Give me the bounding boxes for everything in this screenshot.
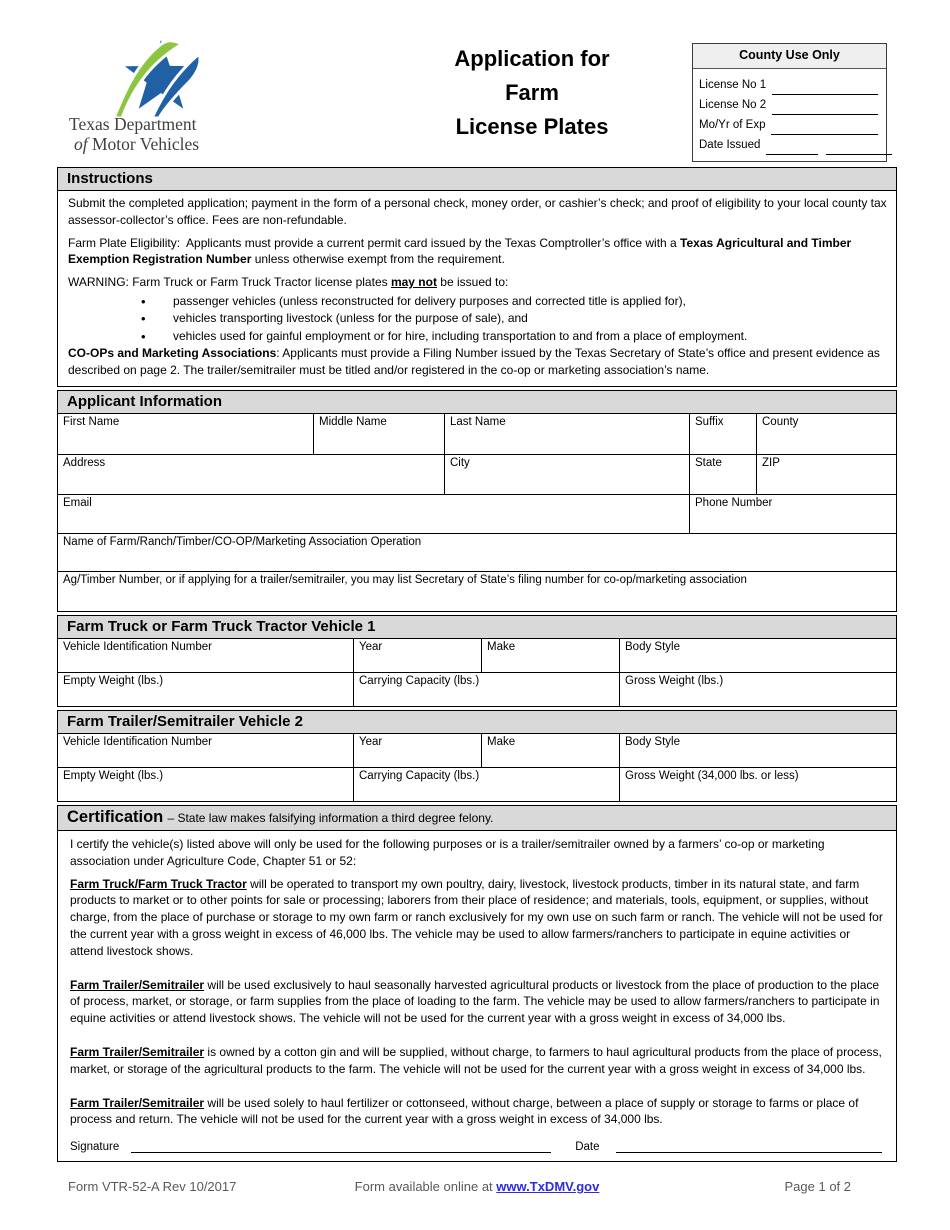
instructions-header: Instructions: [58, 168, 896, 191]
certification-intro-text: I certify the vehicle(s) listed above will only be used for the following purposes or is a trailer/semitrailer owned by a farmers’ co-op or marketing association under Agriculture Code, Chapter 51 or 52:: [70, 837, 828, 868]
footer-online-text: Form available online at: [354, 1179, 497, 1194]
applicant-row-5: [58, 571, 896, 611]
certification-trailer1-text: Farm Trailer/Semitrailer will be used exclusively to haul seasonally harvested agricultural products or livestock from the place of production to the place of process, market, or storage, or farm supplies from the place of loading to the farm. The vehicle may be used to allow farmers/ranchers to participate in equine activities or attend livestock shows. The vehicle will not be used for the current year with a gross weight in excess of 34,000 lbs.: [70, 977, 883, 1026]
suffix-label: Suffix: [695, 416, 724, 429]
farm-name-field[interactable]: [58, 534, 896, 571]
applicant-row-2: [58, 454, 896, 494]
phone-number-label: Phone Number: [695, 497, 773, 510]
date-issued-line-1[interactable]: [766, 140, 818, 155]
first-name-label: First Name: [63, 416, 120, 429]
county-use-only-box: [692, 43, 887, 162]
logo-line1: Texas Department: [69, 114, 197, 134]
vehicle1-gross-weight-field[interactable]: [619, 673, 896, 706]
vehicle1-year-field[interactable]: [353, 639, 481, 672]
vehicle1-vin-label: Vehicle Identification Number: [63, 641, 212, 654]
license-no-1-label: License No 1: [699, 79, 767, 91]
applicant-row-3: [58, 494, 896, 533]
applicant-row-1: [58, 414, 896, 454]
vehicle1-carrying-capacity-label: Carrying Capacity (lbs.): [359, 675, 480, 688]
signature-line[interactable]: [131, 1138, 551, 1153]
county-field[interactable]: [756, 414, 896, 454]
certification-farm-truck-text: Farm Truck/Farm Truck Tractor will be operated to transport my own poultry, dairy, livestock, livestock products, timber in its natural state, and farm products to market or to other points for sale or processing; laborers from their place of residence; and materials, tools, equipment, or supplies, without charge, from the place of purchase or storage to my own farm or ranch exclusively for my own use on such farm or ranch. The vehicle will not be used for the current year with a gross weight in excess of 46,000 lbs. The vehicle may be used to allow farmers/ranchers to participate in equine activities or attend livestock shows.: [70, 876, 887, 958]
certification-header: [58, 806, 896, 831]
vehicle1-gross-weight-label: Gross Weight (lbs.): [625, 675, 724, 688]
warning-bullet-item: • vehicles transporting livestock (unless for the purpose of sale), and: [141, 310, 888, 328]
vehicle2-empty-weight-label: Empty Weight (lbs.): [63, 770, 164, 783]
certification-body: [58, 831, 896, 1132]
vehicle1-carrying-capacity-field[interactable]: [353, 673, 619, 706]
county-label: County: [762, 416, 799, 429]
vehicle1-section: [57, 615, 897, 707]
certification-title: Certification: [67, 808, 164, 827]
warning-bullet-list: [68, 293, 888, 346]
footer-center: [355, 1179, 600, 1194]
email-label: Email: [63, 497, 92, 510]
middle-name-label: Middle Name: [319, 416, 387, 429]
vehicle1-body-style-label: Body Style: [625, 641, 680, 654]
farm-name-label: Name of Farm/Ranch/Timber/CO-OP/Marketing Association Operation: [63, 536, 422, 549]
vehicle2-row-1: [58, 734, 896, 767]
mo-yr-exp-row: [699, 115, 878, 135]
date-issued-row: [699, 135, 878, 155]
zip-field[interactable]: [756, 455, 896, 494]
applicant-header: Applicant Information: [58, 391, 896, 414]
ag-timber-number-field[interactable]: [58, 572, 896, 611]
vehicle2-gross-weight-label: Gross Weight (34,000 lbs. or less): [625, 770, 799, 783]
vehicle2-body-style-field[interactable]: [619, 734, 896, 767]
license-no-2-line[interactable]: [772, 100, 878, 115]
vehicle2-carrying-capacity-field[interactable]: [353, 768, 619, 801]
vehicle1-make-label: Make: [487, 641, 516, 654]
page-title: [312, 42, 752, 144]
vehicle2-year-field[interactable]: [353, 734, 481, 767]
vehicle2-row-2: [58, 767, 896, 801]
date-issued-label: Date Issued: [699, 139, 761, 151]
vehicle2-body-style-label: Body Style: [625, 736, 680, 749]
certification-trailer2-text: Farm Trailer/Semitrailer is owned by a cotton gin and will be supplied, without charge, to farmers to haul agricultural products from the place of process, market, or storage of the agricultural products to the farm. The vehicle will not be used for the current year with a gross weight in excess of 34,000 lbs.: [70, 1045, 886, 1076]
city-label: City: [450, 457, 470, 470]
vehicle2-carrying-capacity-label: Carrying Capacity (lbs.): [359, 770, 480, 783]
logo-of: of: [74, 134, 88, 154]
vehicle2-year-label: Year: [359, 736, 383, 749]
vehicle2-gross-weight-field[interactable]: [619, 768, 896, 801]
vehicle1-empty-weight-label: Empty Weight (lbs.): [63, 675, 164, 688]
vehicle1-body-style-field[interactable]: [619, 639, 896, 672]
last-name-label: Last Name: [450, 416, 506, 429]
vehicle2-empty-weight-field[interactable]: [58, 768, 353, 801]
date-label: Date: [575, 1141, 600, 1154]
county-box-title: County Use Only: [693, 44, 886, 69]
signature-label: Signature: [70, 1141, 120, 1154]
vehicle2-make-field[interactable]: [481, 734, 619, 767]
vehicle1-empty-weight-field[interactable]: [58, 673, 353, 706]
vehicle2-vin-label: Vehicle Identification Number: [63, 736, 212, 749]
vehicle1-row-2: [58, 672, 896, 706]
vehicle1-make-field[interactable]: [481, 639, 619, 672]
form-number: Form VTR-52-A Rev 10/2017: [68, 1179, 237, 1194]
ag-timber-number-label: Ag/Timber Number, or if applying for a trailer/semitrailer, you may list Secretary of State’s filing number for co-op/marketing association: [63, 574, 747, 587]
instructions-eligibility-text: Farm Plate Eligibility: Applicants must provide a current permit card issued by the Texas Comptroller’s office with a Texas Agricultural and Timber Exemption Registration Number unless otherwise exempt from the requirement.: [68, 235, 855, 267]
vehicle1-header: Farm Truck or Farm Truck Tractor Vehicle 1: [58, 616, 896, 639]
certification-trailer3-text: Farm Trailer/Semitrailer will be used solely to haul fertilizer or cottonseed, without charge, between a place of supply or storage to farms or place of process and return. The vehicle will not be used for the current year with a gross weight in excess of 34,000 lbs.: [70, 1095, 862, 1127]
txdmv-logo-text: [69, 114, 199, 154]
title-line-3: License Plates: [455, 114, 609, 139]
date-line[interactable]: [616, 1138, 882, 1153]
instructions-coops-text: CO-OPs and Marketing Associations: Applicants must provide a Filing Number issued by the Texas Secretary of State’s office and present evidence as described on page 2. The trailer/semitrailer must be titled and/or registered in the co-op or marketing association’s name.: [68, 346, 884, 378]
vehicle2-header: Farm Trailer/Semitrailer Vehicle 2: [58, 711, 896, 734]
applicant-section: [57, 390, 897, 612]
license-no-1-line[interactable]: [772, 80, 878, 95]
form-body: [57, 167, 897, 1165]
county-box-fields: [693, 69, 886, 161]
vehicle2-make-label: Make: [487, 736, 516, 749]
suffix-field[interactable]: [689, 414, 756, 454]
logo-line2: [74, 134, 199, 154]
license-no-2-row: [699, 95, 878, 115]
zip-label: ZIP: [762, 457, 780, 470]
last-name-field[interactable]: [444, 414, 689, 454]
instructions-body: [58, 191, 896, 386]
vehicle2-section: [57, 710, 897, 802]
page-indicator: Page 1 of 2: [784, 1179, 851, 1194]
phone-number-field[interactable]: [689, 495, 896, 533]
mo-yr-exp-label: Mo/Yr of Exp: [699, 119, 766, 131]
vehicle1-row-1: [58, 639, 896, 672]
certification-subtitle: – State law makes falsifying information a third degree felony.: [167, 811, 494, 826]
mo-yr-exp-line[interactable]: [771, 120, 878, 135]
address-field[interactable]: [58, 455, 444, 494]
instructions-section: [57, 167, 897, 387]
signature-row: [70, 1138, 886, 1157]
email-field[interactable]: [58, 495, 689, 533]
middle-name-field[interactable]: [313, 414, 444, 454]
state-field[interactable]: [689, 455, 756, 494]
state-label: State: [695, 457, 722, 470]
vehicle1-vin-field[interactable]: [58, 639, 353, 672]
instructions-submit-text: Submit the completed application; payment in the form of a personal check, money order, or cashier’s check; and proof of eligibility to your local county tax assessor-collector’s office. Fees are non-refundable.: [68, 196, 890, 227]
vehicle1-year-label: Year: [359, 641, 383, 654]
applicant-row-4: [58, 533, 896, 571]
date-issued-line-2[interactable]: [826, 140, 892, 155]
form-header: [57, 36, 897, 164]
warning-bullet-item: • passenger vehicles (unless reconstructed for delivery purposes and corrected title is applied for),: [141, 293, 888, 311]
warning-bullet-item: • vehicles used for gainful employment or for hire, including transportation to and from a place of employment.: [141, 328, 888, 346]
txdmv-link[interactable]: www.TxDMV.gov: [496, 1179, 600, 1194]
address-label: Address: [63, 457, 106, 470]
title-line-2: Farm: [505, 80, 559, 105]
txdmv-star-icon: [105, 40, 217, 118]
license-no-2-label: License No 2: [699, 99, 767, 111]
first-name-field[interactable]: [58, 414, 313, 454]
certification-section: [57, 805, 897, 1162]
logo-motor-vehicles: Motor Vehicles: [87, 134, 200, 154]
instructions-warning-text: WARNING: Farm Truck or Farm Truck Tractor license plates may not be issued to:: [68, 275, 509, 290]
license-no-1-row: [699, 75, 878, 95]
city-field[interactable]: [444, 455, 689, 494]
vehicle2-vin-field[interactable]: [58, 734, 353, 767]
title-line-1: Application for: [454, 46, 610, 71]
